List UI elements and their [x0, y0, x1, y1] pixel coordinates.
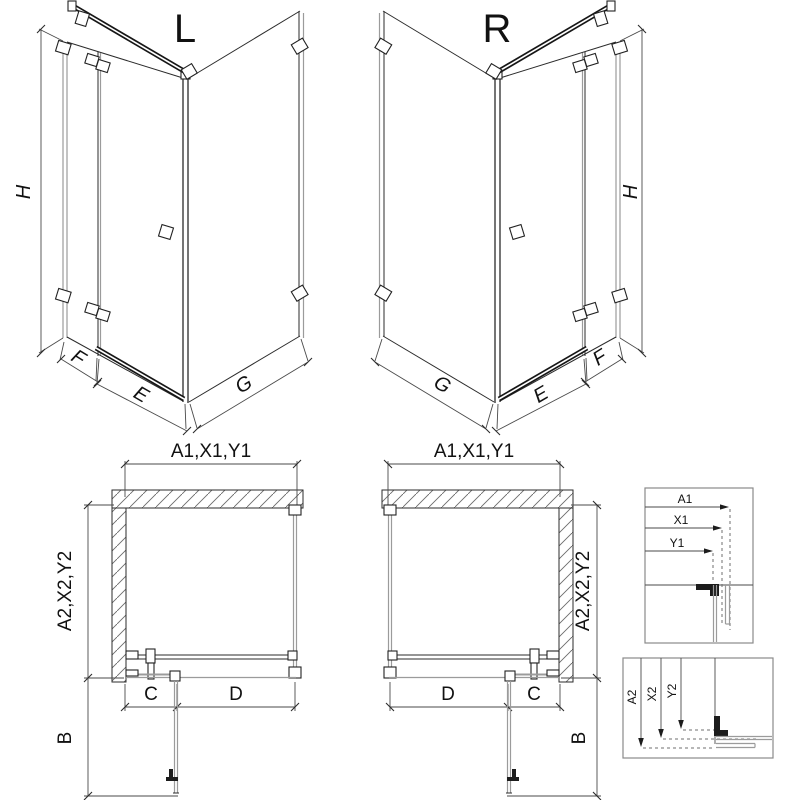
detail-depth-box [623, 658, 773, 758]
iso-right-title: R [482, 7, 512, 51]
plan-left-dim-c-label: C [144, 684, 158, 705]
iso-right-dim-e-label: E [529, 381, 553, 408]
plan-left-side-wall [112, 508, 126, 682]
plan-right-dim-b-label: B [569, 731, 590, 745]
plan-left-dim-top-label: A1,X1,Y1 [170, 441, 252, 462]
iso-right-view [371, 1, 646, 435]
plan-right-top-wall [382, 490, 573, 508]
iso-right-dim-f-label: F [588, 345, 611, 371]
iso-left-dim-g-label: G [231, 371, 257, 399]
detail-depth-x2-label: X2 [645, 686, 659, 702]
plan-left-view [55, 441, 303, 800]
plan-right-dim-top-label: A1,X1,Y1 [433, 441, 515, 462]
iso-right-dim-g-label: G [429, 371, 455, 399]
detail-depth-y2-label: Y2 [665, 683, 679, 699]
plan-left-top-wall [112, 490, 303, 508]
iso-right-dim-h-label: H [620, 184, 642, 200]
iso-left-dim-h-label: H [13, 184, 35, 200]
detail-depth-a2-label: A2 [625, 689, 639, 705]
plan-right-view [382, 441, 601, 800]
iso-left-view [13, 1, 312, 435]
plan-left-dim-d-label: D [229, 684, 243, 705]
iso-left-title: L [173, 7, 197, 51]
plan-left-dim-b-label: B [55, 731, 76, 745]
plan-right-dim-d-label: D [441, 684, 455, 705]
plan-left-dim-side-label: A2,X2,Y2 [55, 550, 76, 632]
iso-left-dim-e-label: E [129, 381, 153, 408]
plan-right-side-wall [559, 508, 573, 682]
iso-right-geometry [371, 1, 646, 435]
detail-width-box [645, 488, 753, 643]
plan-right-dim-side-label: A2,X2,Y2 [573, 550, 594, 632]
plan-right-dim-c-label: C [527, 684, 541, 705]
detail-width-a1-label: A1 [677, 492, 693, 506]
iso-left-geometry [37, 1, 312, 435]
detail-width-y1-label: Y1 [669, 536, 685, 550]
iso-left-dim-f-label: F [67, 345, 90, 371]
detail-width-x1-label: X1 [673, 513, 689, 527]
